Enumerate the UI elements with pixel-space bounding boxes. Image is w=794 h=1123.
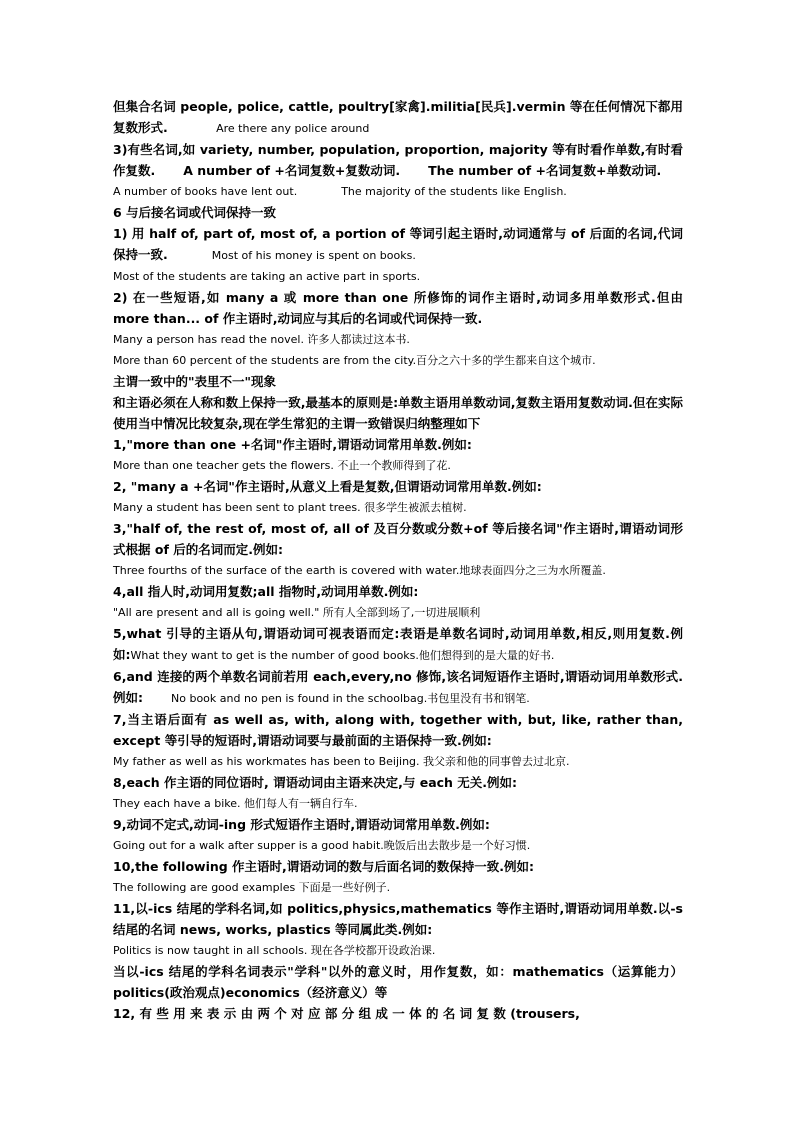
example-line: Politics is now taught in all schools. 现在各学校都开设政治课. [113, 944, 436, 957]
example-line: More than one teacher gets the flowers. 不止一个教师得到了花. [113, 459, 451, 472]
text-line: 但集合名词 people, police, cattle, poultry[家禽].militia[民兵].vermin 等在任何情况下都用复数形式. [113, 99, 683, 135]
rule-7: 7,当主语后面有 as well as, with, along with, together with, but, like, rather than, except 等引导的短语时,谓语动词要与最前面的主语保持一致.例如: [113, 712, 683, 748]
para-half-of [113, 223, 683, 266]
para-intro: 和主语必须在人称和数上保持一致,最基本的原则是:单数主语用单数动词,复数主语用复数动词.但在实际使用当中情况比较复杂,现在学生常犯的主谓一致错误归纳整理如下 [113, 395, 683, 431]
rule-12: 12, 有 些 用 来 表 示 由 两 个 对 应 部 分 组 成 一 体 的 名 词 复 数 (trousers, [113, 1006, 580, 1021]
rule-10: 10,the following 作主语时,谓语动词的数与后面名词的数保持一致.例如: [113, 859, 535, 874]
example-line: They each have a bike. 他们每人有一辆自行车. [113, 797, 358, 810]
section-heading: 6 与后接名词或代词保持一致 [113, 205, 277, 220]
example-line: More than 60 percent of the students are from the city.百分之六十多的学生都来自这个城市. [113, 354, 596, 367]
example-line: "All are present and all is going well." 所有人全部到场了,一切进展顺利 [113, 606, 481, 619]
rule-3: 3,"half of, the rest of, most of, all of 及百分数或分数+of 等后接名词"作主语时,谓语动词形式根据 of 后的名词而定.例如: [113, 521, 683, 557]
example-line: My father as well as his workmates has been to Beijing. 我父亲和他的同事曾去过北京. [113, 755, 570, 768]
example-line: Three fourths of the surface of the earth is covered with water.地球表面四分之三为水所覆盖. [113, 564, 606, 577]
example-text: What they want to get is the number of good books.他们想得到的是大量的好书. [130, 649, 555, 662]
rule-5 [113, 623, 683, 666]
example-text: Are there any police around [216, 122, 370, 135]
rule-8: 8,each 作主语的同位语时, 谓语动词由主语来决定,与 each 无关.例如: [113, 775, 518, 790]
section-heading: 主谓一致中的"表里不一"现象 [113, 374, 277, 389]
text-line: A number of +名词复数+复数动词. [183, 163, 401, 178]
example-line [113, 181, 683, 202]
para-collective-nouns [113, 96, 683, 139]
example-line: The following are good examples 下面是一些好例子. [113, 881, 391, 894]
text-line: 6,and 连接的两个单数名词前若用 each,every,no 修饰,该名词短语作主语时,谓语动词用单数形式.例如: [113, 669, 683, 705]
rule-1: 1,"more than one +名词"作主语时,谓语动词常用单数.例如: [113, 437, 472, 452]
rule-9: 9,动词不定式,动词-ing 形式短语作主语时,谓语动词常用单数.例如: [113, 817, 490, 832]
text-line: 5,what 引导的主语从句,谓语动词可视表语而定:表语是单数名词时,动词用单数,相反,则用复数.例如: [113, 626, 683, 662]
rule-11-note: 当以-ics 结尾的学科名词表示"学科"以外的意义时，用作复数，如：mathematics（运算能力）politics(政治观点)economics（经济意义）等 [113, 964, 683, 1000]
rule-6 [113, 666, 683, 709]
rule-2: 2, "many a +名词"作主语时,从意义上看是复数,但谓语动词常用单数.例如: [113, 479, 542, 494]
text-line: 1) 用 half of, part of, most of, a portion of 等词引起主语时,动词通常与 of 后面的名词,代词保持一致. [113, 226, 683, 262]
text-line: 3)有些名词,如 variety, number, population, proportion, majority 等有时看作单数,有时看作复数. [113, 142, 683, 178]
para-many-a: 2) 在一些短语,如 many a 或 more than one 所修饰的词作主语时,动词多用单数形式.但由 more than... of 作主语时,动词应与其后的名词或代词保持一致. [113, 290, 683, 326]
example-line: Many a person has read the novel. 许多人都读过这本书. [113, 333, 410, 346]
example-line: Going out for a walk after supper is a good habit.晚饭后出去散步是一个好习惯. [113, 839, 531, 852]
example-text: Most of his money is spent on books. [211, 249, 416, 262]
text-line: The number of +名词复数+单数动词. [428, 163, 662, 178]
example-line: Many a student has been sent to plant trees. 很多学生被派去植树. [113, 501, 467, 514]
rule-11: 11,以-ics 结尾的学科名词,如 politics,physics,mathematics 等作主语时,谓语动词用单数.以-s 结尾的名词 news, works, plastics 等同属此类.例如: [113, 901, 683, 937]
rule-4: 4,all 指人时,动词用复数;all 指物时,动词用单数.例如: [113, 584, 419, 599]
para-variable-nouns [113, 139, 683, 181]
document-page [113, 96, 683, 1024]
example-line: Most of the students are taking an active part in sports. [113, 270, 421, 283]
example-text: The majority of the students like English. [341, 185, 567, 198]
example-text: No book and no pen is found in the schoolbag.书包里没有书和钢笔. [171, 692, 530, 705]
example-text: A number of books have lent out. [113, 185, 298, 198]
